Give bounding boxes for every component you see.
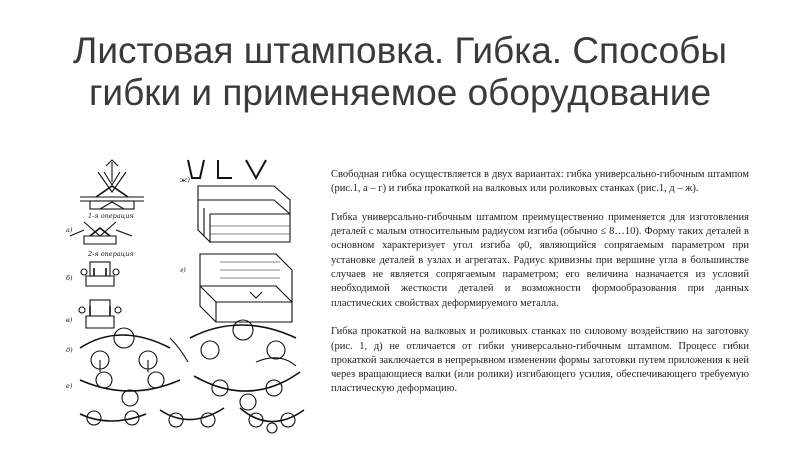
slide-title-line-1: Листовая штамповка. Гибка. Способы bbox=[73, 30, 727, 71]
label-op1: 1-я операция bbox=[88, 212, 134, 220]
roller-bending-e bbox=[66, 358, 300, 410]
paragraph-roller-bending: Гибка прокаткой на валковых и роликовых станках по силовому воздействию на заготовку (рис. 1, д) не отличается от гибки универсально-гибочным штампом. Процесс гибки прокаткой заключается в непрерывном изменении формы заготовки путем приложения к ней через вращающиеся валки (или ролики) изгибающего усилия, обеспечивающего требуемую пластическую деформацию. bbox=[331, 326, 749, 395]
label-e: е) bbox=[66, 382, 73, 390]
press-bending-step-4 bbox=[66, 300, 121, 328]
press-bending-step-1 bbox=[80, 160, 144, 209]
label-zh: ж) bbox=[180, 176, 190, 184]
label-g: г) bbox=[180, 266, 186, 274]
paragraph-universal-die: Гибка универсально-гибочным штампом преимущественно применяется для изготовления деталей с малым относительным радиусом изгиба (обычно ≤ 8…10). Форму таких деталей в основном характеризует угол изгиба φ0, являющийся сопрягаемым параметром при установке деталей в узлах и агрегатах. Радиус кривизны при вершине угла в большинстве случаев не является сопрягаемым параметром; его величина назначается из условий необходимой жесткости деталей и возможности формообразования при данных пластических свойствах деформируемого металла. bbox=[331, 211, 749, 309]
label-b: б) bbox=[66, 274, 73, 282]
label-op2: 2-я операция bbox=[88, 250, 134, 258]
body-text bbox=[331, 168, 749, 411]
roller-bending-bottom bbox=[80, 408, 304, 433]
label-a: а) bbox=[66, 226, 73, 234]
paragraph-free-bending: Свободная гибка осуществляется в двух вариантах: гибка универсально-гибочным штампом (рис.1, а – г) и гибка прокаткой на валковых или роликовых станках (рис.1, д – ж). bbox=[331, 169, 749, 195]
press-bending-step-3 bbox=[66, 262, 119, 286]
die-block-drawing bbox=[180, 254, 292, 322]
label-d: д) bbox=[66, 346, 73, 354]
press-bending-step-2 bbox=[66, 222, 132, 244]
label-v: в) bbox=[66, 316, 73, 324]
die-profile-drawing bbox=[180, 160, 290, 242]
slide-title-line-2: гибки и применяемое оборудование bbox=[88, 72, 712, 113]
slide-title bbox=[40, 30, 760, 114]
bending-diagram-figure bbox=[60, 152, 318, 435]
